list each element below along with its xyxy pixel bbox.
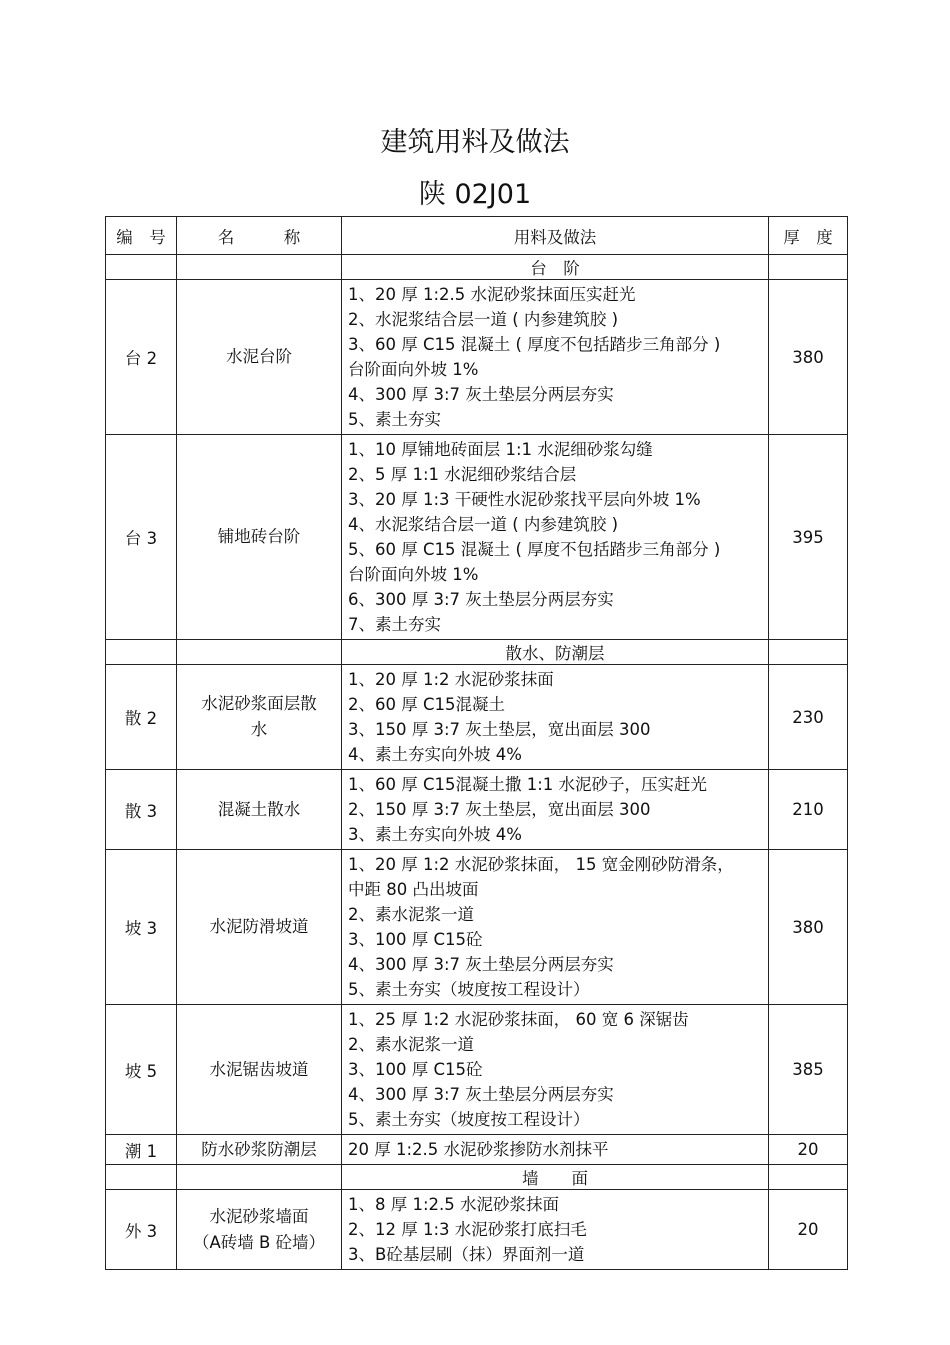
method-line: 4、素土夯实向外坡 4% (348, 745, 522, 764)
table-row (106, 1005, 848, 1135)
method-line: 20 厚 1:2.5 水泥砂浆掺防水剂抹平 (348, 1140, 609, 1159)
item-thickness: 385 (769, 1005, 848, 1135)
item-name (177, 770, 342, 850)
item-name-line: （A砖墙 B 砼墙） (192, 1232, 326, 1252)
item-method (342, 280, 769, 435)
section-title: 散水、防潮层 (342, 640, 769, 665)
item-name-line: 水泥防滑坡道 (209, 917, 309, 936)
method-line: 2、150 厚 3:7 灰土垫层，宽出面层 300 (348, 800, 651, 819)
method-line: 2、5 厚 1:1 水泥细砂浆结合层 (348, 465, 577, 484)
item-name-line: 水泥砂浆面层散 (201, 694, 317, 713)
item-method (342, 770, 769, 850)
table-row (106, 850, 848, 1005)
method-line: 4、水泥浆结合层一道 ( 内参建筑胶 ) (348, 515, 619, 534)
section-row (106, 1165, 848, 1190)
section-row (106, 640, 848, 665)
document-title: 建筑用料及做法 (380, 127, 570, 158)
method-line: 2、水泥浆结合层一道 ( 内参建筑胶 ) (348, 310, 619, 329)
item-code: 外 3 (106, 1190, 177, 1270)
method-line: 3、20 厚 1:3 干硬性水泥砂浆找平层向外坡 1% (348, 490, 701, 509)
item-code: 台 2 (106, 280, 177, 435)
header-name: 名 称 (177, 217, 342, 255)
item-name-line: 水泥锯齿坡道 (209, 1059, 309, 1079)
item-method (342, 1190, 769, 1270)
item-name-line: 水 (250, 720, 268, 739)
method-line: 3、100 厚 C15砼 (348, 1060, 483, 1079)
method-line: 5、素土夯实（坡度按工程设计） (348, 1110, 590, 1129)
section-empty-cell (106, 1165, 177, 1190)
item-name (177, 1005, 342, 1135)
item-name-line: 防水砂浆防潮层 (201, 1139, 317, 1159)
method-line: 台阶面向外坡 1% (348, 360, 479, 379)
item-code: 散 3 (106, 770, 177, 850)
method-line: 7、素土夯实 (348, 615, 441, 634)
item-name (177, 665, 342, 770)
method-line: 1、10 厚铺地砖面层 1:1 水泥细砂浆勾缝 (348, 440, 653, 459)
item-method (342, 665, 769, 770)
method-line: 5、素土夯实 (348, 410, 441, 429)
method-line: 1、25 厚 1:2 水泥砂浆抹面， 60 宽 6 深锯齿 (348, 1010, 689, 1029)
item-name (177, 1135, 342, 1165)
header-row (106, 217, 848, 255)
section-empty-cell (177, 640, 342, 665)
method-line: 3、100 厚 C15砼 (348, 930, 483, 949)
item-thickness: 210 (769, 770, 848, 850)
section-title: 墙 面 (342, 1165, 769, 1190)
method-line: 4、300 厚 3:7 灰土垫层分两层夯实 (348, 1085, 614, 1104)
item-code: 散 2 (106, 665, 177, 770)
header-code: 编 号 (106, 217, 177, 255)
section-empty-cell (769, 255, 848, 280)
table-row (106, 1190, 848, 1270)
method-line: 台阶面向外坡 1% (348, 565, 479, 584)
method-line: 1、20 厚 1:2 水泥砂浆抹面 (348, 670, 554, 689)
section-title: 台 阶 (342, 255, 769, 280)
table-row (106, 770, 848, 850)
method-line: 2、素水泥浆一道 (348, 1035, 474, 1054)
method-line: 5、素土夯实（坡度按工程设计） (348, 980, 590, 999)
method-line: 1、20 厚 1:2 水泥砂浆抹面， 15 宽金刚砂防滑条， (348, 855, 734, 874)
table-row (106, 280, 848, 435)
item-thickness: 20 (769, 1135, 848, 1165)
item-method (342, 435, 769, 640)
section-empty-cell (106, 255, 177, 280)
table-row (106, 665, 848, 770)
method-line: 中距 80 凸出坡面 (348, 880, 479, 899)
item-name-line: 铺地砖台阶 (217, 527, 301, 546)
method-line: 1、60 厚 C15混凝土撒 1:1 水泥砂子，压实赶光 (348, 775, 708, 794)
method-line: 2、12 厚 1:3 水泥砂浆打底扫毛 (348, 1220, 587, 1239)
method-line: 1、20 厚 1:2.5 水泥砂浆抹面压实赶光 (348, 285, 636, 304)
method-line: 2、60 厚 C15混凝土 (348, 695, 505, 714)
method-line: 2、素水泥浆一道 (348, 905, 474, 924)
item-thickness: 20 (769, 1190, 848, 1270)
method-line: 3、60 厚 C15 混凝土 ( 厚度不包括踏步三角部分 ) (348, 335, 721, 354)
item-method (342, 1135, 769, 1165)
item-name (177, 435, 342, 640)
item-method (342, 1005, 769, 1135)
item-name (177, 850, 342, 1005)
method-line: 1、8 厚 1:2.5 水泥砂浆抹面 (348, 1195, 560, 1214)
table-row (106, 1135, 848, 1165)
header-method: 用料及做法 (342, 217, 769, 255)
item-code: 台 3 (106, 435, 177, 640)
section-empty-cell (769, 1165, 848, 1190)
item-code: 坡 3 (106, 850, 177, 1005)
table-row (106, 435, 848, 640)
section-empty-cell (177, 1165, 342, 1190)
item-thickness: 380 (769, 280, 848, 435)
document-subtitle: 陕 02J01 (418, 179, 532, 210)
item-code: 坡 5 (106, 1005, 177, 1135)
method-line: 3、素土夯实向外坡 4% (348, 825, 522, 844)
item-thickness: 380 (769, 850, 848, 1005)
item-name (177, 1190, 342, 1270)
method-line: 4、300 厚 3:7 灰土垫层分两层夯实 (348, 955, 614, 974)
item-name-line: 水泥砂浆墙面 (209, 1206, 309, 1226)
section-empty-cell (769, 640, 848, 665)
method-line: 4、300 厚 3:7 灰土垫层分两层夯实 (348, 385, 614, 404)
method-line: 3、B砼基层刷（抹）界面剂一道 (348, 1245, 585, 1264)
section-empty-cell (177, 255, 342, 280)
item-name-line: 水泥台阶 (226, 347, 292, 366)
item-name-line: 混凝土散水 (217, 799, 301, 819)
section-row (106, 255, 848, 280)
item-thickness: 230 (769, 665, 848, 770)
section-empty-cell (106, 640, 177, 665)
method-line: 5、60 厚 C15 混凝土 ( 厚度不包括踏步三角部分 ) (348, 540, 721, 559)
method-line: 6、300 厚 3:7 灰土垫层分两层夯实 (348, 590, 614, 609)
item-name (177, 280, 342, 435)
item-code: 潮 1 (106, 1135, 177, 1165)
table-body (106, 217, 848, 1270)
item-thickness: 395 (769, 435, 848, 640)
item-method (342, 850, 769, 1005)
materials-table (105, 216, 848, 1270)
method-line: 3、150 厚 3:7 灰土垫层，宽出面层 300 (348, 720, 651, 739)
header-thickness: 厚 度 (769, 217, 848, 255)
